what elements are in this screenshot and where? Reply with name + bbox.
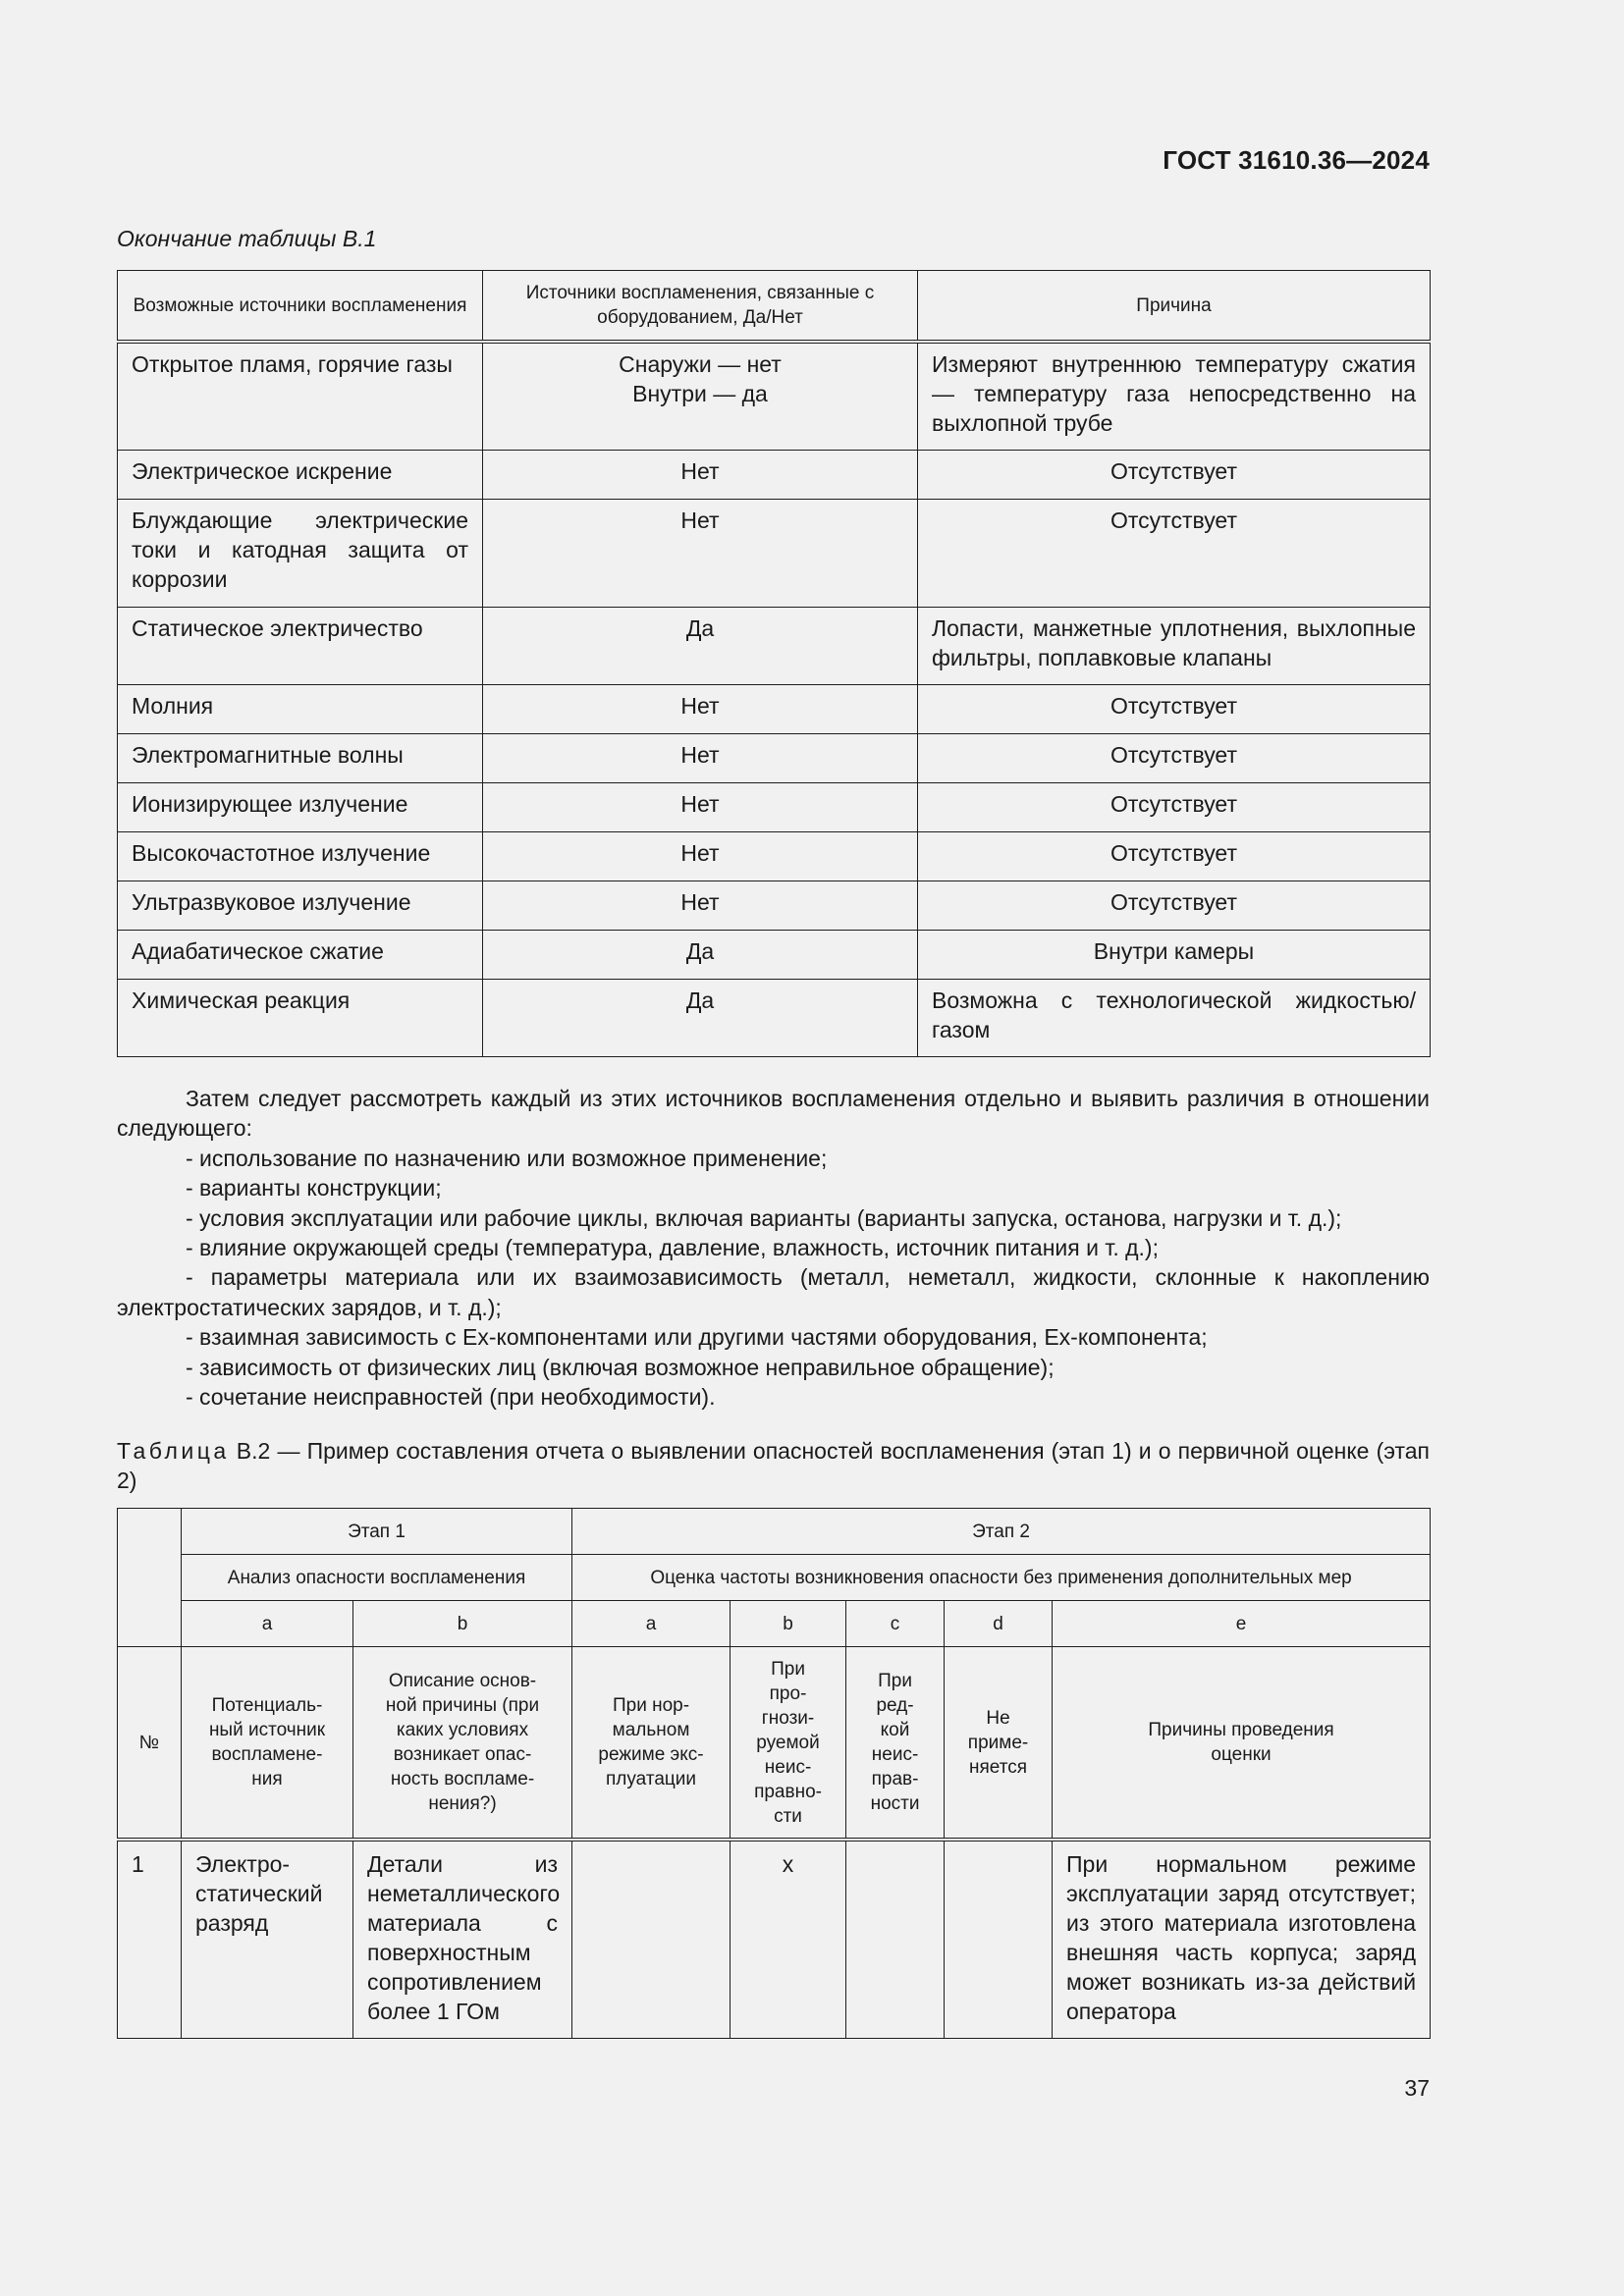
table-cell: Ультразвуковое излучение: [118, 881, 483, 930]
table-b2: [117, 1508, 1431, 2039]
table-cell: Нет: [483, 831, 918, 881]
table-b2-letter-row: [118, 1601, 1431, 1647]
table-row: [118, 684, 1431, 733]
table-cell: Нет: [483, 499, 918, 607]
table-cell: Измеряют внутреннюю температуру сжатия — температуру газа непосредственно на выхлопной трубе: [918, 342, 1431, 450]
column-header: Потенциаль- ный источник воспламене- ния: [182, 1647, 353, 1841]
intro-paragraph: Затем следует рассмотреть каждый из этих источников воспламенения отдельно и выявить различия в отношении следующего:: [117, 1086, 1430, 1142]
column-header: При ред- кой неис- прав- ности: [846, 1647, 945, 1841]
table-cell: Статическое электричество: [118, 607, 483, 684]
table-cell: Да: [483, 979, 918, 1056]
table-row: [118, 979, 1431, 1056]
table-cell: Молния: [118, 684, 483, 733]
table-cell: Отсутствует: [918, 782, 1431, 831]
table-cell: Отсутствует: [918, 499, 1431, 607]
caption-text: B.2 — Пример составления отчета о выявлении опасностей воспламенения (этап 1) и о первичной оценке (этап 2): [117, 1438, 1430, 1494]
table-cell: Внутри камеры: [918, 930, 1431, 979]
list-item: - зависимость от физических лиц (включая возможное неправильное обращение);: [186, 1354, 1055, 1380]
table-cell: Да: [483, 607, 918, 684]
table-cell: [945, 1840, 1053, 2039]
table-b2-caption: [117, 1436, 1430, 1496]
table-b2-column-head-row: [118, 1647, 1431, 1841]
column-letter: d: [945, 1601, 1053, 1647]
column-header: Не приме- няется: [945, 1647, 1053, 1841]
table-cell: x: [731, 1840, 846, 2039]
page-header: ГОСТ 31610.36—2024: [1163, 145, 1430, 175]
column-letter: b: [731, 1601, 846, 1647]
column-header: №: [118, 1647, 182, 1841]
table-cell: Нет: [483, 733, 918, 782]
body-text: [117, 1084, 1430, 1412]
table-row: [118, 499, 1431, 607]
table-cell: Отсутствует: [918, 450, 1431, 499]
list-item: - влияние окружающей среды (температура, давление, влажность, источник питания и т. д.);: [186, 1235, 1159, 1261]
column-letter: a: [572, 1601, 731, 1647]
column-header: Источники воспламенения, связанные с оборудованием, Да/Нет: [483, 271, 918, 343]
table-row: [118, 831, 1431, 881]
table-b1-header-row: [118, 271, 1431, 343]
column-letter: b: [353, 1601, 572, 1647]
column-header: Возможные источники воспламенения: [118, 271, 483, 343]
table-cell: Нет: [483, 684, 918, 733]
table-row: [118, 342, 1431, 450]
table-cell: Блуждающие электрические токи и катодная защита от коррозии: [118, 499, 483, 607]
table-cell: Адиабатическое сжатие: [118, 930, 483, 979]
table-cell: Химическая реакция: [118, 979, 483, 1056]
table-cell: Отсутствует: [918, 684, 1431, 733]
list-item: - варианты конструкции;: [186, 1175, 442, 1201]
column-header: Причины проведения оценки: [1053, 1647, 1431, 1841]
table-cell: Нет: [483, 450, 918, 499]
page-number: 37: [1404, 2075, 1430, 2101]
table-cell: Нет: [483, 881, 918, 930]
table-cell: При нормальном режиме эксплуатации заряд отсутствует; из этого материала изготовлена внешняя часть корпуса; заряд может возникать из-за действий оператора: [1053, 1840, 1431, 2039]
table-cell: Открытое пламя, горячие газы: [118, 342, 483, 450]
table-cell: Лопасти, манжетные уплотнения, выхлопные фильтры, поплавковые клапаны: [918, 607, 1431, 684]
list-item: - параметры материала или их взаимозависимость (металл, неметалл, жидкости, склонные к накоплению электростатических зарядов, и т. д.);: [117, 1264, 1430, 1320]
table-b2-stage-row: [118, 1509, 1431, 1555]
table-b2-subheader-row: [118, 1555, 1431, 1601]
table-cell: Электро- статический разряд: [182, 1840, 353, 2039]
column-letter: c: [846, 1601, 945, 1647]
table-row: [118, 881, 1431, 930]
table-cell: [572, 1840, 731, 2039]
table-cell: Нет: [483, 782, 918, 831]
table-b1-caption: Окончание таблицы B.1: [117, 226, 377, 251]
table-row: [118, 450, 1431, 499]
column-header: При нор- мальном режиме экс- плуатации: [572, 1647, 731, 1841]
column-header: Описание основ- ной причины (при каких условиях возникает опас- ность воспламе- нения?): [353, 1647, 572, 1841]
table-row: [118, 607, 1431, 684]
stage1-header: Этап 1: [182, 1509, 572, 1555]
stage2-header: Этап 2: [572, 1509, 1431, 1555]
column-letter: a: [182, 1601, 353, 1647]
table-cell: [846, 1840, 945, 2039]
table-row: [118, 733, 1431, 782]
column-header: При про- гнози- руемой неис- правно- сти: [731, 1647, 846, 1841]
table-cell: Электромагнитные волны: [118, 733, 483, 782]
table-cell: Снаружи — нет Внутри — да: [483, 342, 918, 450]
list-item: - условия эксплуатации или рабочие циклы, включая варианты (варианты запуска, останова, нагрузки и т. д.);: [186, 1204, 1342, 1231]
table-cell: Отсутствует: [918, 881, 1431, 930]
table-row: [118, 1840, 1431, 2039]
column-letter: e: [1053, 1601, 1431, 1647]
table-cell: 1: [118, 1840, 182, 2039]
empty-cell: [118, 1509, 182, 1647]
list-item: - использование по назначению или возможное применение;: [186, 1145, 828, 1171]
table-row: [118, 782, 1431, 831]
stage1-subheader: Анализ опасности воспламенения: [182, 1555, 572, 1601]
table-cell: Да: [483, 930, 918, 979]
stage2-subheader: Оценка частоты возникновения опасности без применения дополнительных мер: [572, 1555, 1431, 1601]
column-header: Причина: [918, 271, 1431, 343]
list-item: - сочетание неисправностей (при необходимости).: [186, 1384, 716, 1411]
table-cell: Высокочастотное излучение: [118, 831, 483, 881]
table-cell: Детали из неметаллического материала с поверхностным сопротивлением более 1 ГОм: [353, 1840, 572, 2039]
table-cell: Ионизирующее излучение: [118, 782, 483, 831]
table-cell: Возможна с технологической жидкостью/газом: [918, 979, 1431, 1056]
table-cell: Отсутствует: [918, 831, 1431, 881]
list-item: - взаимная зависимость с Ex-компонентами или другими частями оборудования, Ex-компонента;: [186, 1324, 1208, 1351]
caption-label: Таблица: [117, 1438, 230, 1464]
table-row: [118, 930, 1431, 979]
table-cell: Электрическое искрение: [118, 450, 483, 499]
table-cell: Отсутствует: [918, 733, 1431, 782]
table-b1: [117, 270, 1431, 1057]
